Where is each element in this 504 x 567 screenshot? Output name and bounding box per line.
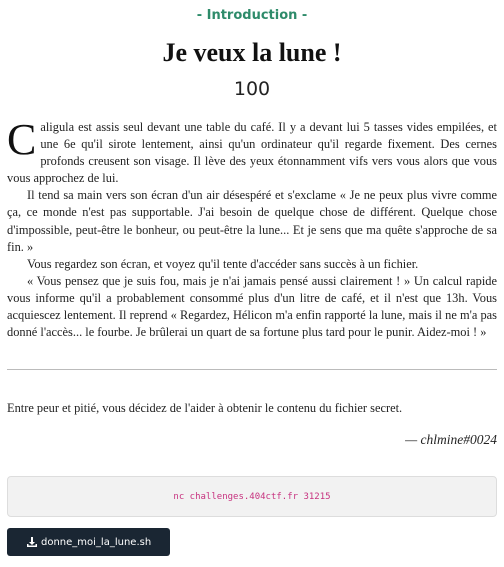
challenge-story — [7, 115, 497, 341]
download-label: donne_moi_la_lune.sh — [41, 536, 152, 548]
challenge-plea: Entre peur et pitié, vous décidez de l'aider à obtenir le contenu du fichier secret. — [7, 401, 403, 416]
story-paragraph-text: aligula est assis seul devant une table du café. Il y a devant lui 5 tasses vides empilées, et une 6e qu'il sirote lentement, ainsi qu'un ordinateur qu'il regarde fixement. Des cernes profonds creusent son visage. Il lève des yeux étonnamment vifs vers vous alors que vous vous approchez de lui. — [7, 120, 497, 186]
challenge-points: 100 — [233, 78, 271, 100]
section-divider — [7, 369, 497, 370]
challenge-author: — chlmine#0024 — [405, 432, 497, 448]
drop-cap: C — [7, 115, 37, 164]
connection-box — [7, 476, 497, 517]
story-paragraph: Il tend sa main vers son écran d'un air désespéré et s'exclame « Je ne peux plus vivre comme ça, ce monde n'est pas supportable. J'ai besoin de quelque chose de différent. Quelque chose d'impossible, peut-être le bonheur, ou peut-être la lune... Et je sens que ma quête s'approche de sa fin. » — [7, 188, 497, 254]
challenge-category: - Introduction - — [196, 8, 308, 23]
challenge-title: Je veux la lune ! — [162, 38, 342, 67]
story-paragraph: Vous regardez son écran, et voyez qu'il tente d'accéder sans succès à un fichier. — [27, 256, 419, 271]
story-paragraph: « Vous pensez que je suis fou, mais je n'ai jamais pensé aussi clairement ! » Un calcul rapide vous informe qu'il a probablement consommé plus d'un litre de café, et il n'est que 13h. Vous acquiescez lentement. Il reprend « Regardez, Hélicon m'a enfin rapporté la lune, mais il ne m'a pas donné l'accès... le fourbe. Je brûlerai un quart de sa fortune plus tard pour le punir. Aidez-moi ! » — [7, 273, 497, 340]
story-paragraph — [7, 115, 497, 187]
download-icon — [26, 536, 38, 548]
connection-command[interactable]: nc challenges.404ctf.fr 31215 — [173, 491, 331, 502]
challenge-panel — [0, 8, 504, 556]
download-button[interactable] — [7, 528, 170, 556]
